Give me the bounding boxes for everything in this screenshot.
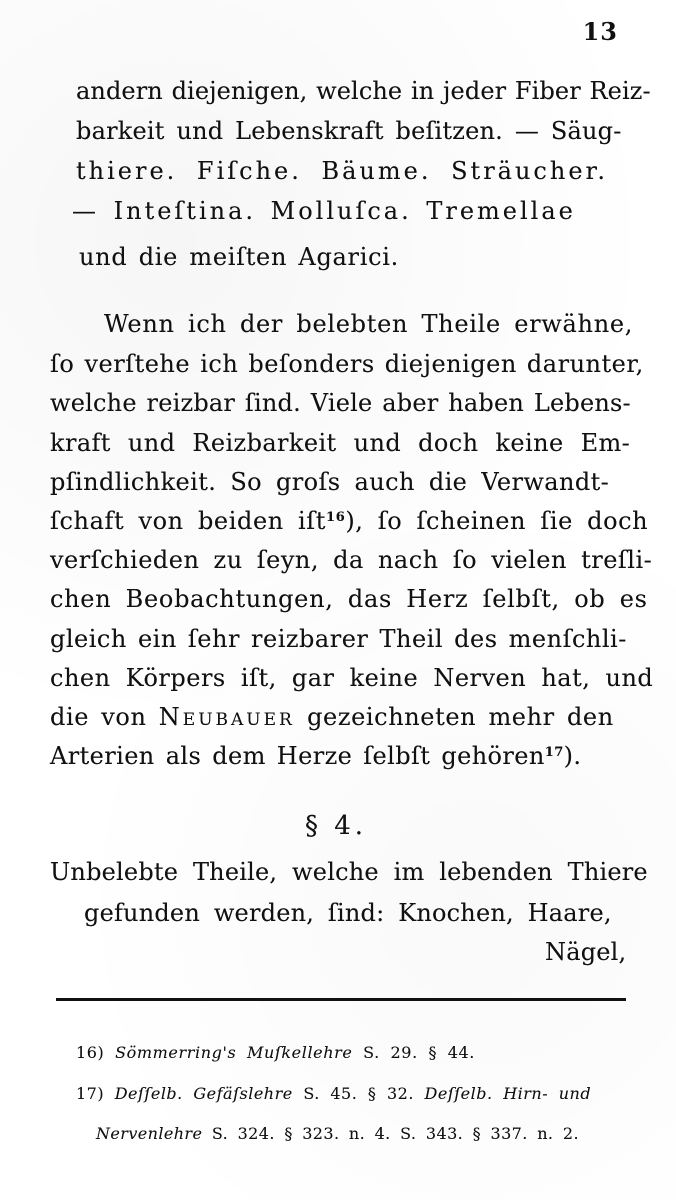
text-fragment: die von: [50, 703, 147, 731]
footnote-16: [76, 1045, 475, 1061]
text-line-15: chen Körpers iſt, gar keine Nerven hat, und: [50, 664, 654, 692]
text-line-7: ſo verſtehe ich beſonders diejenigen darunter,: [50, 350, 644, 378]
footnote-author: Deſſelb.: [424, 1084, 493, 1103]
text-line-5: und die meiſten Agarici.: [79, 243, 399, 271]
section-heading: § 4.: [305, 811, 368, 841]
text-fragment: ).: [563, 742, 582, 770]
text-line-12: verſchieden zu ſeyn, da nach ſo vielen treſli-: [50, 546, 653, 574]
text-line-9: kraft und Reizbarkeit und doch keine Em-: [50, 429, 631, 457]
footnote-author: Sömmerring's: [115, 1043, 237, 1062]
text-line-10: pſindlichkeit. So groſs auch die Verwandt-: [50, 468, 610, 496]
footnote-reference-16: 16: [326, 510, 346, 525]
text-line-11: [50, 509, 648, 533]
catchword: Nägel,: [545, 938, 627, 966]
footnote-reference-17: 17: [544, 745, 564, 760]
footnote-17-line-2: [96, 1126, 579, 1142]
footnote-title: Muſkellehre: [246, 1043, 353, 1062]
section-line-1: Unbelebte Theile, welche im lebenden Thiere: [50, 858, 648, 886]
text-line-16: [50, 705, 614, 729]
text-line-1: andern diejenigen, welche in jeder Fiber Reiz-: [76, 77, 651, 105]
text-fragment: gezeichneten mehr den: [307, 703, 614, 731]
text-line-4: — Inteſtina. Molluſca. Tremellae: [72, 197, 576, 225]
footnote-reference: S. 29. § 44.: [363, 1043, 475, 1062]
footnote-title: Hirn- und: [503, 1084, 592, 1103]
text-line-13: chen Beobachtungen, das Herz ſelbſt, ob es: [50, 585, 648, 613]
footnote-number: 17): [76, 1084, 105, 1103]
footnote-reference: S. 324. § 323. n. 4. S. 343. § 337. n. 2.: [211, 1124, 579, 1143]
text-line-8: welche reizbar ſind. Viele aber haben Lebens-: [50, 389, 631, 417]
page-number: 13: [582, 17, 618, 46]
footnote-author: Deſſelb.: [114, 1084, 183, 1103]
text-line-2: barkeit und Lebenskraft beſitzen. — Säug-: [76, 117, 622, 145]
footnote-number: 16): [76, 1043, 105, 1062]
footnote-separator: [56, 998, 626, 1001]
footnote-title: Nervenlehre: [96, 1124, 203, 1143]
author-name: Neubauer: [158, 703, 295, 731]
footnote-17-line-1: [76, 1086, 591, 1102]
text-line-14: gleich ein ſehr reizbarer Theil des menſchli-: [50, 625, 627, 653]
paragraph-start: Wenn ich der belebten Theile erwähne,: [104, 310, 634, 338]
text-line-17: [50, 744, 581, 768]
text-line-3: thiere. Fiſche. Bäume. Sträucher.: [76, 157, 608, 185]
text-fragment: Arterien als dem Herze ſelbſt gehören: [50, 742, 545, 770]
footnote-reference: S. 45. § 32.: [303, 1084, 414, 1103]
section-line-2: gefunden werden, ſind: Knochen, Haare,: [84, 899, 612, 927]
text-fragment: ſchaft von beiden iſt: [50, 507, 327, 535]
footnote-title: Gefäſslehre: [193, 1084, 293, 1103]
text-fragment: ), ſo ſcheinen ſie doch: [345, 507, 649, 535]
